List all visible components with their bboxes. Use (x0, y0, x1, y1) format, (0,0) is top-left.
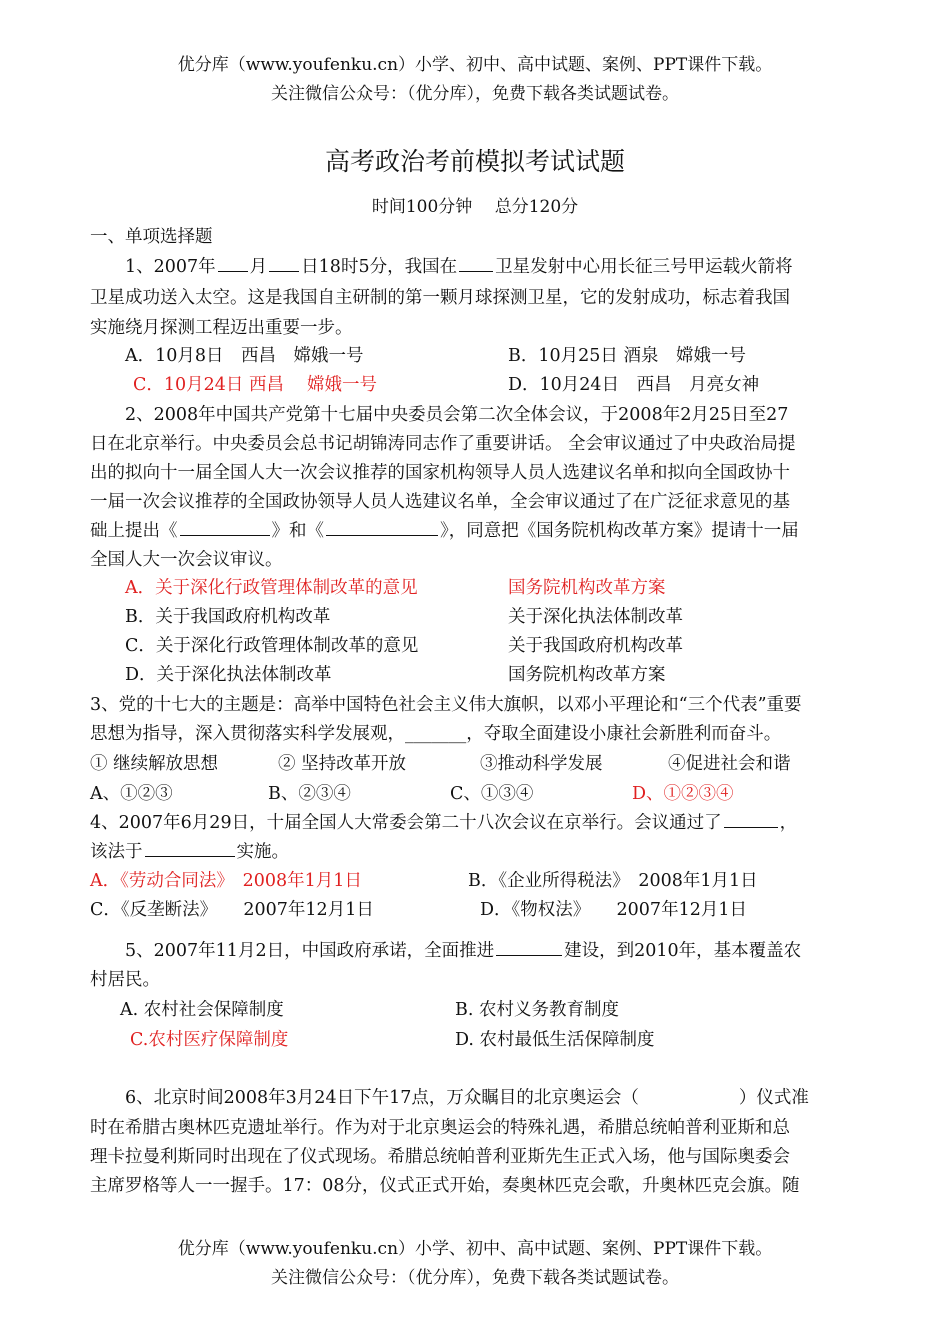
q1-line-1 (125, 253, 793, 278)
q2-text-b: 》和《 (271, 521, 324, 541)
q5-line-2: 村居民。 (90, 970, 160, 990)
q3-line-1: 3、党的十七大的主题是：高举中国特色社会主义伟大旗帜，以邓小平理论和“三个代表”重要 (90, 695, 802, 715)
q2-blank-2 (326, 518, 438, 536)
q4-blank-date (145, 839, 235, 857)
q3-item-3: ③推动科学发展 (480, 754, 603, 774)
q4-option-a: A．《劳动合同法》 2008年1月1日 (90, 871, 362, 891)
q1-option-c: C．10月24日 西昌 嫦娥一号 (133, 375, 378, 395)
q3-item-2: ② 坚持改革开放 (278, 754, 407, 774)
q4-blank-law (724, 810, 778, 828)
q4-line-1 (90, 809, 797, 834)
q4-text-c: 该法于 (90, 842, 143, 862)
q1-text-a: 1、2007年 (125, 257, 216, 277)
q3-option-c: C、①③④ (450, 784, 534, 804)
q6-line-3: 理卡拉曼利斯同时出现在了仪式现场。希腊总统帕普利亚斯先生正式入场，他与国际奥委会 (90, 1147, 790, 1167)
q2-text-a: 础上提出《 (90, 521, 178, 541)
q2-option-b-left: B．关于我国政府机构改革 (125, 607, 331, 627)
q3-option-d: D、①②③④ (632, 784, 734, 804)
q4-text-b: ， (779, 813, 798, 833)
q2-option-c-right: 关于我国政府机构改革 (508, 636, 683, 656)
q5-text-a: 5、2007年11月2日，中国政府承诺，全面推进 (125, 941, 495, 961)
q1-line-3: 实施绕月探测工程迈出重要一步。 (90, 318, 353, 338)
q3-line-2: 思想为指导，深入贯彻落实科学发展观，_______，夺取全面建设小康社会新胜利而奋斗。 (90, 724, 782, 744)
q3-option-a: A、①②③ (90, 784, 173, 804)
q3-option-b: B、②③④ (268, 784, 351, 804)
q2-option-a-left: A．关于深化行政管理体制改革的意见 (125, 578, 418, 598)
q2-line-3: 出的拟向十一届全国人大一次会议推荐的国家机构领导人员人选建议名单和拟向全国政协十 (90, 463, 790, 483)
q4-text-a: 4、2007年6月29日，十届全国人大常委会第二十八次会议在京举行。会议通过了 (90, 813, 722, 833)
q1-blank-center (459, 254, 493, 272)
q1-option-d: D．10月24日 西昌 月亮女神 (508, 375, 760, 395)
q2-line-6: 全国人大一次会议审议。 (90, 550, 283, 570)
q2-option-d-right: 国务院机构改革方案 (508, 665, 666, 685)
header-line-2: 关注微信公众号：（优分库），免费下载各类试题试卷。 (271, 84, 679, 104)
q1-text-c: 日18时5分，我国在 (301, 257, 458, 277)
q2-line-5 (90, 517, 799, 542)
q4-line-2 (90, 838, 289, 863)
page-title: 高考政治考前模拟考试试题 (324, 147, 625, 176)
q2-option-d-left: D．关于深化执法体制改革 (125, 665, 332, 685)
q1-line-2: 卫星成功送入太空。这是我国自主研制的第一颗月球探测卫星，它的发射成功，标志着我国 (90, 288, 790, 308)
q5-blank (496, 938, 562, 956)
q2-line-2: 日在北京举行。中央委员会总书记胡锦涛同志作了重要讲话。 全会审议通过了中央政治局提 (90, 434, 796, 454)
q2-text-c: 》，同意把《国务院机构改革方案》提请十一届 (440, 521, 799, 541)
q4-text-d: 实施。 (236, 842, 289, 862)
q2-line-1: 2、2008年中国共产党第十七届中央委员会第二次全体会议，于2008年2月25日至27 (125, 405, 789, 425)
q5-option-b: B. 农村义务教育制度 (455, 1000, 619, 1020)
footer-line-2: 关注微信公众号：（优分库），免费下载各类试题试卷。 (271, 1268, 679, 1288)
q5-line-1 (125, 937, 801, 962)
q3-item-1: ① 继续解放思想 (90, 754, 219, 774)
section-heading: 一、单项选择题 (90, 227, 213, 247)
q2-line-4: 一届一次会议推荐的全国政协领导人员人选建议名单，全会审议通过了在广泛征求意见的基 (90, 492, 790, 512)
footer-line-1: 优分库（www.youfenku.cn）小学、初中、高中试题、案例、PPT课件下载。 (177, 1239, 773, 1259)
q1-text-b: 月 (249, 257, 268, 277)
exam-meta: 时间100分钟 总分120分 (371, 197, 579, 217)
q6-line-1 (125, 1084, 809, 1109)
header-line-1: 优分库（www.youfenku.cn）小学、初中、高中试题、案例、PPT课件下载。 (177, 55, 773, 75)
q2-option-a-right: 国务院机构改革方案 (508, 578, 666, 598)
q3-item-4: ④促进社会和谐 (668, 754, 791, 774)
q4-option-c: C．《反垄断法》 2007年12月1日 (90, 900, 374, 920)
q6-text-b: ）仪式准 (738, 1088, 809, 1108)
q1-option-a: A．10月8日 西昌 嫦娥一号 (125, 346, 364, 366)
q6-line-2: 时在希腊古奥林匹克遗址举行。作为对于北京奥运会的特殊礼遇，希腊总统帕普利亚斯和总 (90, 1118, 790, 1138)
q2-blank-1 (180, 518, 270, 536)
q2-option-b-right: 关于深化执法体制改革 (508, 607, 683, 627)
q2-option-c-left: C．关于深化行政管理体制改革的意见 (125, 636, 419, 656)
q1-option-b: B．10月25日 酒泉 嫦娥一号 (508, 346, 746, 366)
q5-option-a: A. 农村社会保障制度 (120, 1000, 284, 1020)
q1-text-d: 卫星发射中心用长征三号甲运载火箭将 (495, 257, 793, 277)
q6-line-4: 主席罗格等人一一握手。17：08分，仪式正式开始，奏奥林匹克会歌，升奥林匹克会旗。随 (90, 1176, 800, 1196)
q1-blank-day (269, 254, 299, 272)
q5-option-c: C.农村医疗保障制度 (130, 1030, 289, 1050)
q5-text-b: 建设，到2010年，基本覆盖农 (564, 941, 802, 961)
q4-option-d: D．《物权法》 2007年12月1日 (480, 900, 747, 920)
q5-option-d: D. 农村最低生活保障制度 (455, 1030, 655, 1050)
q4-option-b: B．《企业所得税法》 2008年1月1日 (468, 871, 758, 891)
q1-blank-month (218, 254, 248, 272)
q6-text-a: 6、北京时间2008年3月24日下午17点，万众瞩目的北京奥运会（ (125, 1088, 639, 1108)
